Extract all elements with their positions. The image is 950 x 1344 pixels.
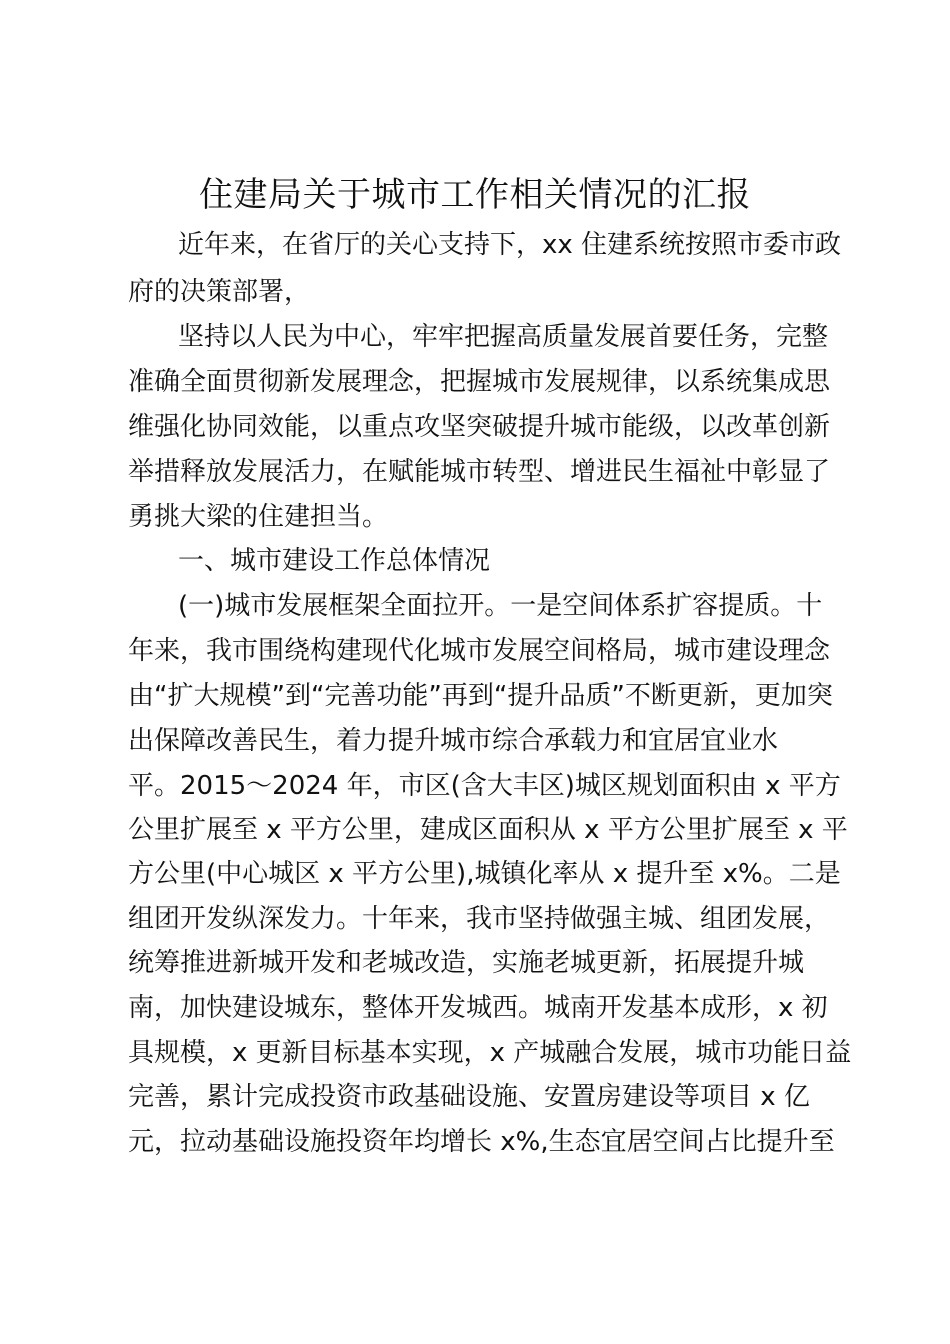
paragraph-line-1: 近年来，在省厅的关心支持下，xx 住建系统按照市委市政 <box>178 230 842 260</box>
paragraph-line-9: (一)城市发展框架全面拉开。一是空间体系扩容提质。十 <box>178 591 823 621</box>
paragraph-line-3: 坚持以人民为中心，牢牢把握高质量发展首要任务，完整 <box>178 322 829 352</box>
document-title: 住建局关于城市工作相关情况的汇报 <box>199 175 751 215</box>
paragraph-line-12: 出保障改善民生，着力提升城市综合承载力和宜居宜业水 <box>128 726 779 756</box>
paragraph-line-14: 公里扩展至 x 平方公里，建成区面积从 x 平方公里扩展至 x 平 <box>128 815 848 845</box>
paragraph-line-13: 平。2015～2024 年，市区(含大丰区)城区规划面积由 x 平方 <box>128 771 841 801</box>
paragraph-line-16: 组团开发纵深发力。十年来，我市坚持做强主城、组团发展， <box>128 904 831 934</box>
paragraph-line-20: 完善，累计完成投资市政基础设施、安置房建设等项目 x 亿 <box>128 1082 810 1112</box>
paragraph-line-2: 府的决策部署， <box>128 277 311 307</box>
paragraph-line-21: 元，拉动基础设施投资年均增长 x%,生态宜居空间占比提升至 <box>128 1127 835 1157</box>
paragraph-line-19: 具规模，x 更新目标基本实现，x 产城融合发展，城市功能日益 <box>128 1038 852 1068</box>
paragraph-line-10: 年来，我市围绕构建现代化城市发展空间格局，城市建设理念 <box>128 636 831 666</box>
paragraph-line-11: 由“扩大规模”到“完善功能”再到“提升品质”不断更新，更加突 <box>128 681 833 711</box>
section-heading: 一、城市建设工作总体情况 <box>178 546 491 576</box>
paragraph-line-18: 南，加快建设城东，整体开发城西。城南开发基本成形，x 初 <box>128 993 828 1023</box>
paragraph-line-5: 维强化协同效能，以重点攻坚突破提升城市能级，以改革创新 <box>128 412 831 442</box>
paragraph-line-17: 统筹推进新城开发和老城改造，实施老城更新，拓展提升城 <box>128 948 805 978</box>
paragraph-line-4: 准确全面贯彻新发展理念，把握城市发展规律，以系统集成思 <box>128 367 831 397</box>
paragraph-line-6: 举措释放发展活力，在赋能城市转型、增进民生福祉中彰显了 <box>128 457 831 487</box>
paragraph-line-7: 勇挑大梁的住建担当。 <box>128 502 389 532</box>
paragraph-line-15: 方公里(中心城区 x 平方公里),城镇化率从 x 提升至 x%。二是 <box>128 859 841 889</box>
